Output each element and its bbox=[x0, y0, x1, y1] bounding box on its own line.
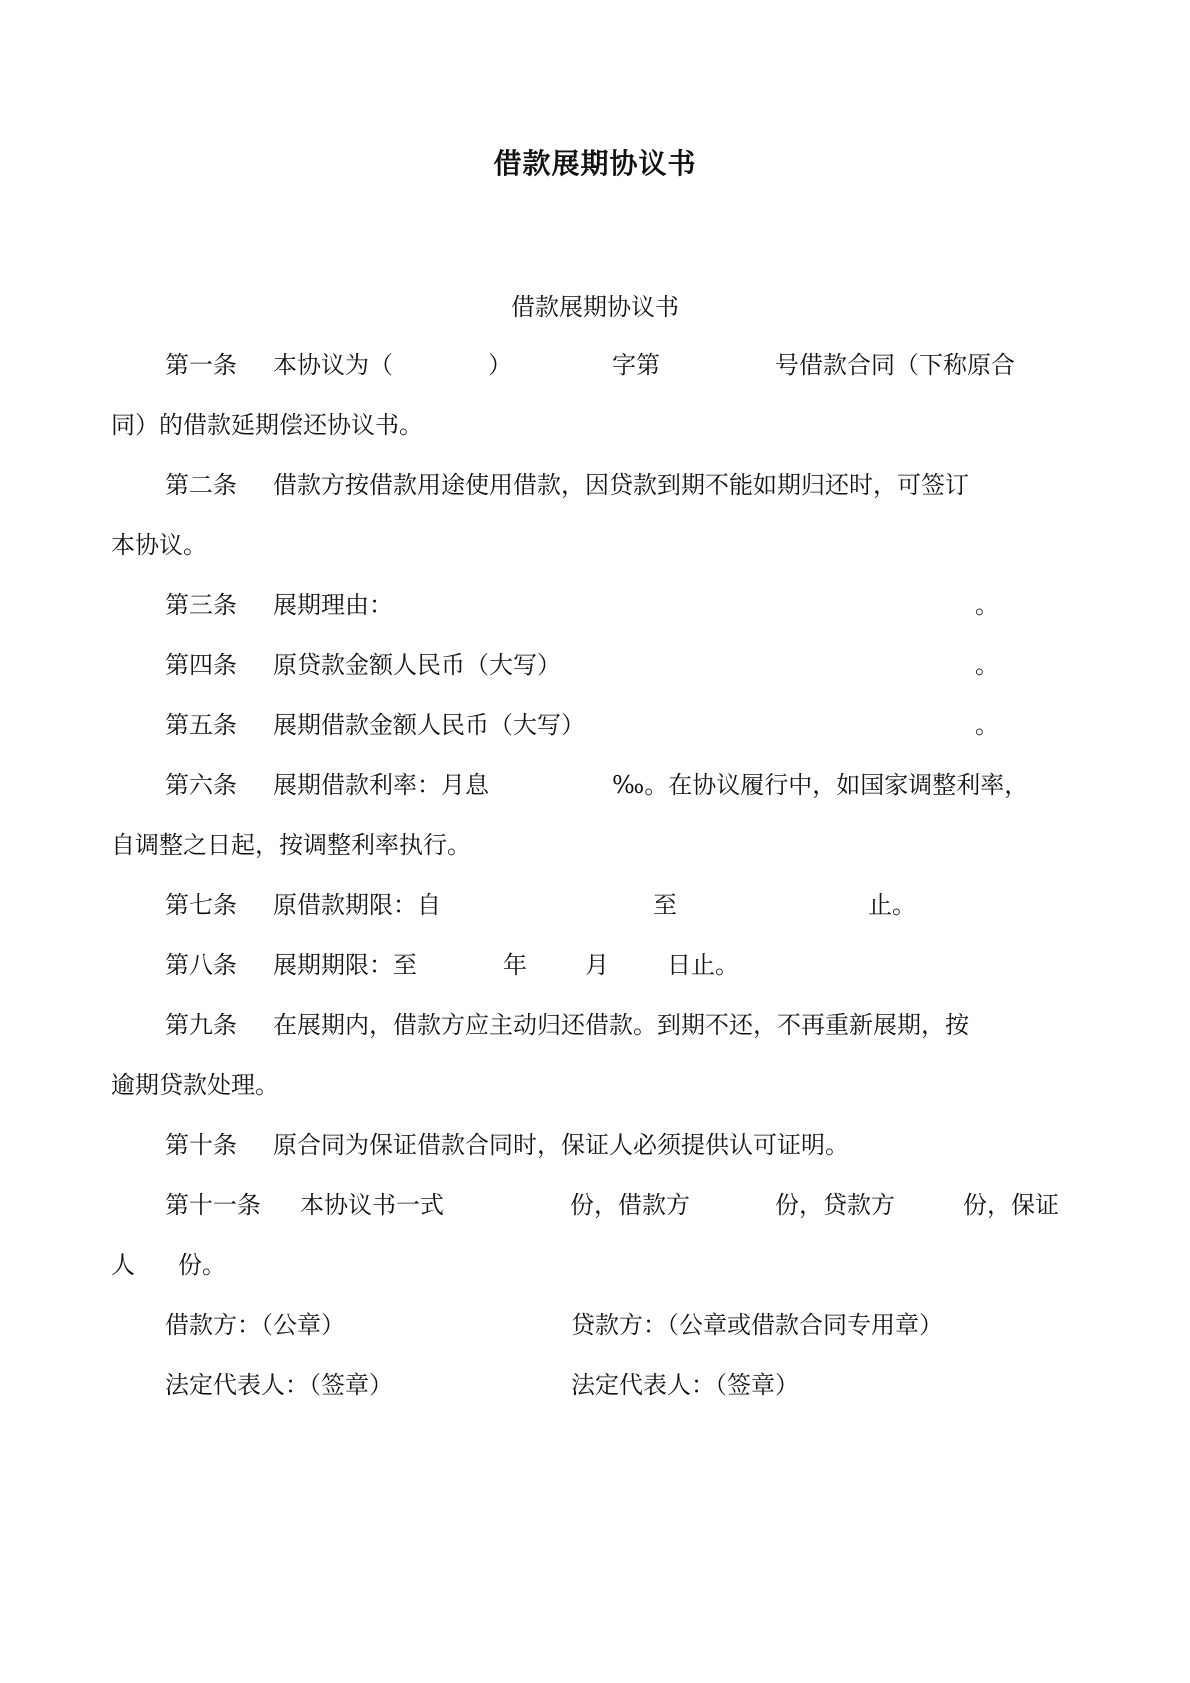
article-4-number: 第四条 bbox=[165, 651, 237, 679]
article-1-text-1: 本协议为（ bbox=[273, 351, 393, 379]
article-6-text-2: ‰。在协议履行中，如国家调整利率， bbox=[612, 771, 1029, 799]
article-3-number: 第三条 bbox=[165, 591, 237, 619]
article-11-text-2: 份，借款方 bbox=[570, 1191, 690, 1219]
article-7-text-2: 至 bbox=[653, 891, 677, 919]
article-9-line-1 bbox=[0, 1007, 1190, 1043]
article-8-number: 第八条 bbox=[165, 951, 237, 979]
article-6-number: 第六条 bbox=[165, 771, 237, 799]
article-2-line-2: 本协议。 bbox=[111, 531, 207, 559]
article-5-line bbox=[0, 707, 1190, 743]
article-4-end: 。 bbox=[975, 651, 999, 679]
article-9-line-2: 逾期贷款处理。 bbox=[111, 1071, 279, 1099]
article-7-number: 第七条 bbox=[165, 891, 237, 919]
article-11-text-5: 人 bbox=[111, 1251, 135, 1279]
article-11-text-3: 份，贷款方 bbox=[775, 1191, 895, 1219]
article-8-text-3: 月 bbox=[585, 951, 609, 979]
document-title: 借款展期协议书 bbox=[493, 147, 697, 180]
article-3-line bbox=[0, 587, 1190, 623]
article-3-end: 。 bbox=[975, 591, 999, 619]
signature-row-1 bbox=[0, 1307, 1190, 1343]
article-2-text-1: 借款方按借款用途使用借款，因贷款到期不能如期归还时，可签订 bbox=[273, 471, 969, 499]
article-11-line-1 bbox=[0, 1187, 1190, 1223]
article-6-line-2: 自调整之日起，按调整利率执行。 bbox=[111, 831, 471, 859]
article-10-text: 原合同为保证借款合同时，保证人必须提供认可证明。 bbox=[273, 1131, 849, 1159]
article-10-line bbox=[0, 1127, 1190, 1163]
article-7-line bbox=[0, 887, 1190, 923]
article-1-text-2: ） bbox=[488, 351, 512, 379]
borrower-seal: 借款方：（公章） bbox=[165, 1311, 345, 1339]
article-1-line-1 bbox=[0, 347, 1190, 383]
article-6-line-1 bbox=[0, 767, 1190, 803]
article-1-line-2: 同）的借款延期偿还协议书。 bbox=[111, 411, 423, 439]
article-4-text: 原贷款金额人民币（大写） bbox=[273, 651, 561, 679]
article-9-text-1: 在展期内，借款方应主动归还借款。到期不还，不再重新展期，按 bbox=[273, 1011, 969, 1039]
article-5-text: 展期借款金额人民币（大写） bbox=[273, 711, 585, 739]
article-6-text-1: 展期借款利率：月息 bbox=[273, 771, 489, 799]
article-7-text-3: 止。 bbox=[868, 891, 916, 919]
article-11-text-6: 份。 bbox=[178, 1251, 226, 1279]
article-8-line bbox=[0, 947, 1190, 983]
article-8-text-2: 年 bbox=[503, 951, 527, 979]
article-8-text-4: 日止。 bbox=[667, 951, 739, 979]
article-11-number: 第十一条 bbox=[165, 1191, 261, 1219]
article-1-number: 第一条 bbox=[165, 351, 237, 379]
article-10-number: 第十条 bbox=[165, 1131, 237, 1159]
article-3-text: 展期理由： bbox=[273, 591, 393, 619]
signature-row-2 bbox=[0, 1367, 1190, 1403]
lender-representative: 法定代表人：（签章） bbox=[571, 1371, 799, 1399]
article-4-line bbox=[0, 647, 1190, 683]
article-2-number: 第二条 bbox=[165, 471, 237, 499]
article-11-line-2 bbox=[0, 1247, 1190, 1283]
article-1-text-4: 号借款合同（下称原合 bbox=[775, 351, 1015, 379]
article-5-number: 第五条 bbox=[165, 711, 237, 739]
article-2-line-1 bbox=[0, 467, 1190, 503]
article-9-number: 第九条 bbox=[165, 1011, 237, 1039]
article-5-end: 。 bbox=[975, 711, 999, 739]
article-7-text-1: 原借款期限：自 bbox=[273, 891, 441, 919]
borrower-representative: 法定代表人：（签章） bbox=[165, 1371, 393, 1399]
article-11-text-4: 份，保证 bbox=[963, 1191, 1059, 1219]
article-1-text-3: 字第 bbox=[612, 351, 660, 379]
lender-seal: 贷款方：（公章或借款合同专用章） bbox=[571, 1311, 943, 1339]
document-subtitle: 借款展期协议书 bbox=[511, 293, 679, 321]
article-11-text-1: 本协议书一式 bbox=[300, 1191, 444, 1219]
article-8-text-1: 展期期限：至 bbox=[273, 951, 417, 979]
